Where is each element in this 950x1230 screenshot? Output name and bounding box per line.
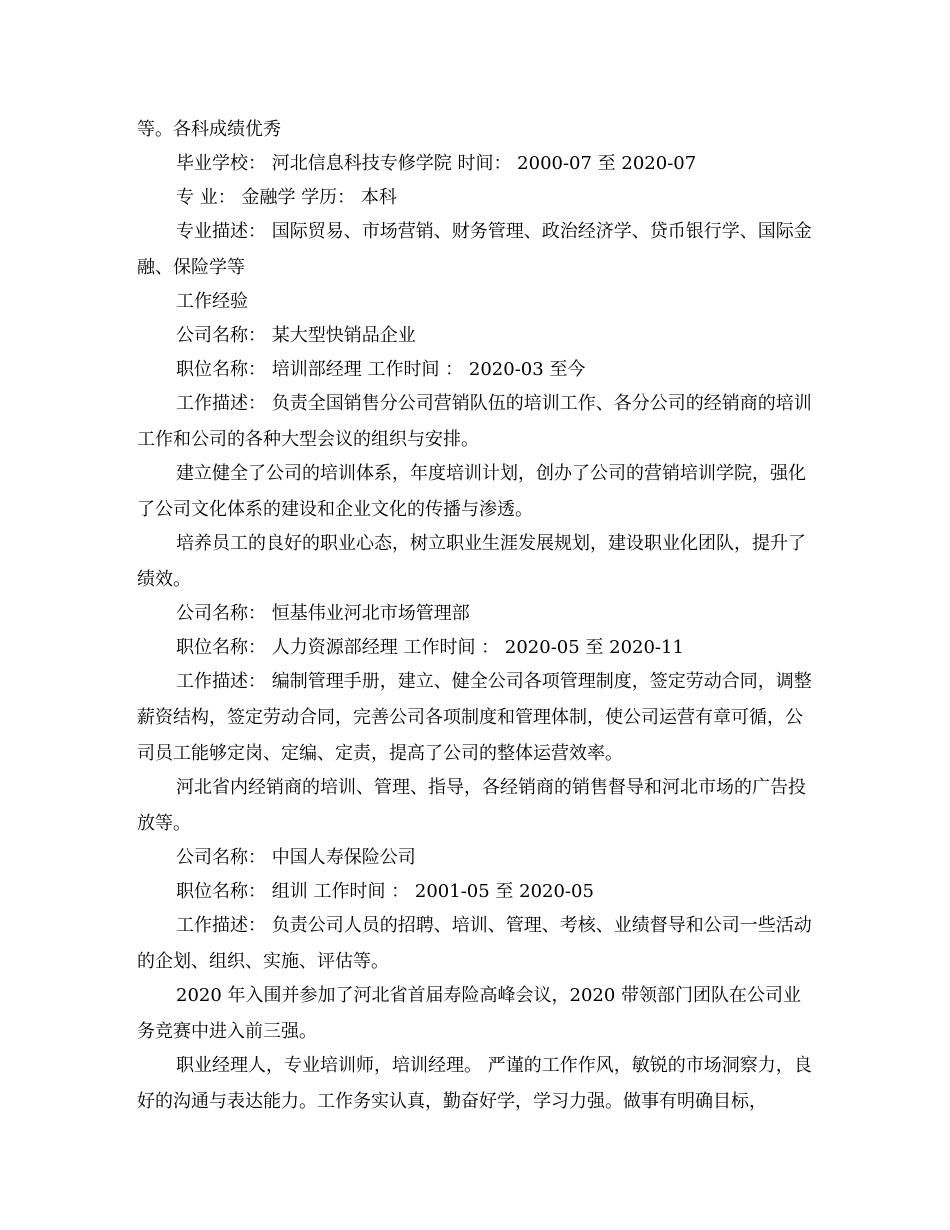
position-3: 职位名称： 组训 工作时间 ： 2001-05 至 2020-05	[176, 881, 594, 902]
achievement-1b: 培养员工的良好的职业心态，树立职业生涯发展规划，建设职业化团队，提升了绩效。	[137, 533, 806, 590]
self-evaluation: 职业经理人，专业培训师，培训经理。 严谨的工作作风，敏锐的市场洞察力，良好的沟通与表达能力。工作务实认真，勤奋好学，学习力强。做事有明确目标，	[137, 1055, 812, 1112]
section-title-work-experience: 工作经验	[176, 291, 248, 312]
paragraph-major: 专 业： 金融学 学历： 本科	[176, 187, 397, 208]
paragraph-school: 毕业学校： 河北信息科技专修学院 时间： 2000-07 至 2020-07	[176, 153, 697, 174]
job-description-3: 工作描述： 负责公司人员的招聘、培训、管理、考核、业绩督导和公司一些活动的企划、组织、实施、评估等。	[137, 915, 812, 972]
job-description-1: 工作描述： 负责全国销售分公司营销队伍的培训工作、各分公司的经销商的培训工作和公司的各种大型会议的组织与安排。	[137, 393, 812, 450]
paragraph-grades: 等。各科成绩优秀	[137, 119, 281, 140]
company-name-3: 公司名称： 中国人寿保险公司	[176, 847, 416, 868]
company-name-2: 公司名称： 恒基伟业河北市场管理部	[176, 603, 470, 624]
achievement-1a: 建立健全了公司的培训体系，年度培训计划，创办了公司的营销培训学院，强化了公司文化体系的建设和企业文化的传播与渗透。	[137, 463, 806, 520]
job-description-2: 工作描述： 编制管理手册，建立、健全公司各项管理制度，签定劳动合同，调整薪资结构，签定劳动合同，完善公司各项制度和管理体制，使公司运营有章可循，公司员工能够定岗、定编、定责，提高了公司的整体运营效率。	[137, 671, 812, 764]
position-1: 职位名称： 培训部经理 工作时间 ： 2020-03 至今	[176, 359, 586, 380]
company-name-1: 公司名称： 某大型快销品企业	[176, 325, 416, 346]
achievement-2: 河北省内经销商的培训、管理、指导，各经销商的销售督导和河北市场的广告投放等。	[137, 777, 806, 834]
achievement-3: 2020 年入围并参加了河北省首届寿险高峰会议，2020 带领部门团队在公司业务竞赛中进入前三强。	[137, 985, 802, 1042]
paragraph-major-description: 专业描述： 国际贸易、市场营销、财务管理、政治经济学、贷币银行学、国际金融、保险学等	[137, 221, 812, 278]
position-2: 职位名称： 人力资源部经理 工作时间 ： 2020-05 至 2020-11	[176, 637, 684, 658]
